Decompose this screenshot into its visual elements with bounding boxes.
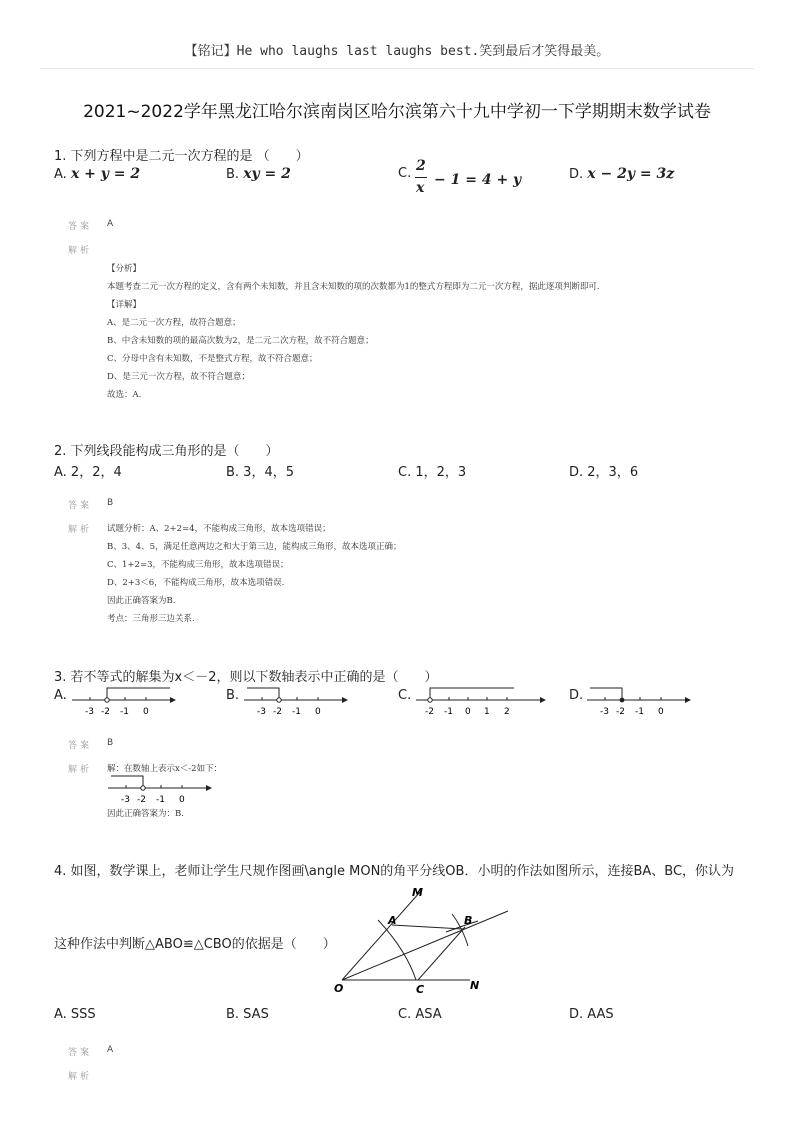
q1-explanation-line: 【详解】 (107, 300, 142, 310)
q1-explanation-line: 【分析】 (107, 264, 142, 274)
analysis-label: 解析 (68, 1072, 93, 1082)
q1-explanation-line: A、是二元一次方程，故符合题意； (107, 318, 241, 328)
tick-label: -3 (85, 707, 94, 717)
q1-option-d[interactable] (569, 166, 674, 182)
q1-option-b[interactable] (226, 166, 291, 182)
q1-answer-value: A (107, 219, 114, 229)
option-letter: D. (569, 167, 584, 182)
tick-label: -1 (635, 707, 644, 717)
answer-label: 答案 (68, 501, 93, 511)
option-expression: xy = 2 (243, 166, 291, 182)
option-letter: A. (54, 167, 67, 182)
angle-bisector-figure (328, 880, 518, 1000)
tick-label: -2 (425, 707, 434, 717)
tick-label: -2 (273, 707, 282, 717)
q1-explanation-line: D、是三元一次方程，故不符合题意； (107, 372, 250, 382)
q4-option-d[interactable]: D. AAS (569, 1007, 614, 1022)
tick-label: -2 (616, 707, 625, 717)
q1-option-a[interactable] (54, 166, 140, 182)
q3-option-d-number-line[interactable] (585, 684, 695, 718)
tick-label: 0 (315, 707, 321, 717)
analysis-label: 解析 (68, 765, 93, 775)
q2-option-d[interactable]: D. 2，3，6 (569, 465, 639, 480)
q2-answer-value: B (107, 498, 114, 508)
tick-label: -1 (444, 707, 453, 717)
option-expression: x + y = 2 (70, 166, 141, 182)
question-4-stem-line1: 4. 如图，数学课上，老师让学生尺规作图画\angle MON的角平分线OB．小明的作法如图所示，连接BA、BC，你认为 (54, 864, 735, 879)
q2-explanation-line: 考点：三角形三边关系. (107, 614, 195, 624)
q1-explanation-line: C、分母中含有未知数，不是整式方程，故不符合题意； (107, 354, 318, 364)
label-o: O (334, 982, 344, 995)
q4-answer-value: A (107, 1045, 114, 1055)
motto-banner: 【铭记】He who laughs last laughs best.笑到最后才笑得最美。 (184, 44, 610, 59)
q1-option-c[interactable] (398, 158, 538, 202)
tick-label: -1 (120, 707, 129, 717)
fraction-numerator: 2 (416, 158, 426, 174)
q3-explanation-number-line (106, 772, 216, 806)
q2-explanation-line: 试题分析：A、2+2=4，不能构成三角形，故本选项错误； (107, 524, 331, 534)
q3-option-b-letter[interactable]: B. (226, 688, 240, 703)
question-4-stem-line2: 这种作法中判断△ABO≌△CBO的依据是（ ） (54, 937, 336, 952)
fraction-denominator: x (416, 180, 425, 196)
tick-label: -3 (600, 707, 609, 717)
page-title: 2021~2022学年黑龙江哈尔滨南岗区哈尔滨第六十九中学初一下学期期末数学试卷 (83, 102, 711, 122)
q1-explanation-line: 故选：A. (107, 390, 142, 400)
tick-label: -2 (137, 795, 146, 805)
answer-label: 答案 (68, 222, 93, 232)
option-expression: x − 2y = 3z (587, 166, 675, 182)
q1-explanation-line: B、中含未知数的项的最高次数为2，是二元二次方程，故不符合题意； (107, 336, 374, 346)
q3-explanation-line: 解：在数轴上表示x＜-2如下： (107, 764, 223, 774)
question-1-stem: 1. 下列方程中是二元一次方程的是 （ ） (54, 149, 309, 164)
tick-label: -1 (156, 795, 165, 805)
answer-label: 答案 (68, 741, 93, 751)
label-a: A (388, 914, 397, 927)
question-2-stem: 2. 下列线段能构成三角形的是（ ） (54, 444, 279, 459)
q3-option-a-number-line[interactable] (70, 684, 180, 718)
q4-option-b[interactable]: B. SAS (226, 1007, 269, 1022)
tick-label: 1 (484, 707, 490, 717)
tick-label: 0 (658, 707, 664, 717)
q2-option-c[interactable]: C. 1，2，3 (398, 465, 467, 480)
option-expression: − 1 = 4 + y (434, 172, 522, 188)
q3-option-a-letter[interactable]: A. (54, 688, 67, 703)
tick-label: 0 (465, 707, 471, 717)
tick-label: -2 (101, 707, 110, 717)
label-b: B (464, 914, 473, 927)
tick-label: -3 (257, 707, 266, 717)
q3-option-c-letter[interactable]: C. (398, 688, 412, 703)
tick-label: 2 (504, 707, 510, 717)
header-divider (40, 68, 754, 69)
analysis-label: 解析 (68, 246, 93, 256)
label-c: C (416, 983, 425, 996)
q2-option-a[interactable]: A. 2，2，4 (54, 465, 122, 480)
q3-answer-value: B (107, 738, 114, 748)
q2-explanation-line: C、1+2=3，不能构成三角形，故本选项错误； (107, 560, 289, 570)
option-letter: C. (398, 166, 412, 181)
option-letter: B. (226, 167, 240, 182)
question-3-stem: 3. 若不等式的解集为x＜－2，则以下数轴表示中正确的是（ ） (54, 670, 438, 685)
tick-label: 0 (143, 707, 149, 717)
q4-option-c[interactable]: C. ASA (398, 1007, 442, 1022)
q3-option-c-number-line[interactable] (414, 684, 554, 718)
q3-option-b-number-line[interactable] (242, 684, 352, 718)
analysis-label: 解析 (68, 525, 93, 535)
q2-explanation-line: B、3、4、5，满足任意两边之和大于第三边，能构成三角形，故本选项正确； (107, 542, 402, 552)
q2-explanation-line: 因此正确答案为B. (107, 596, 176, 606)
tick-label: -3 (121, 795, 130, 805)
q1-explanation-line: 本题考查二元一次方程的定义，含有两个未知数，并且含未知数的项的次数都为1的整式方程即为二元一次方程，据此逐项判断即可. (107, 282, 600, 292)
label-m: M (412, 886, 423, 899)
q3-option-d-letter[interactable]: D. (569, 688, 584, 703)
q4-option-a[interactable]: A. SSS (54, 1007, 96, 1022)
tick-label: -1 (292, 707, 301, 717)
tick-label: 0 (179, 795, 185, 805)
answer-label: 答案 (68, 1048, 93, 1058)
fraction-bar (415, 177, 427, 178)
q2-explanation-line: D、2+3＜6，不能构成三角形，故本选项错误. (107, 578, 285, 588)
q3-explanation-line: 因此正确答案为：B. (107, 809, 184, 819)
label-n: N (470, 979, 480, 992)
q2-option-b[interactable]: B. 3，4，5 (226, 465, 294, 480)
